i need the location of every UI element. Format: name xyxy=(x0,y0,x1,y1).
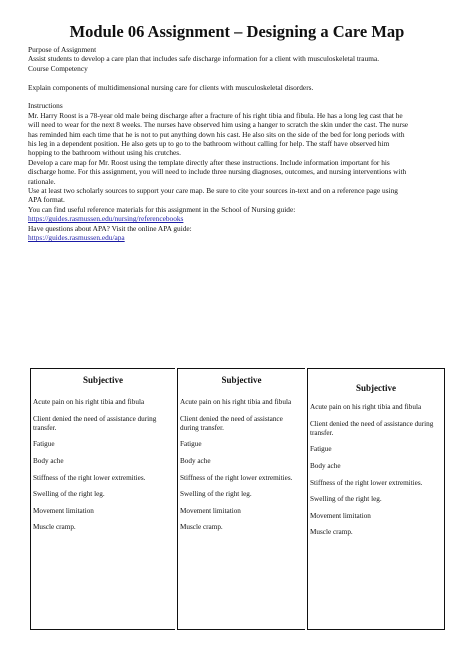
instruction-line: will need to wear for the next 8 weeks. The nurses have observed him using a hanger to scratch the skin under the cast. The nurse xyxy=(28,120,409,130)
list-item: Body ache xyxy=(180,456,211,465)
instruction-line: Develop a care map for Mr. Roost using the template directly after these instructions. Include information important for his xyxy=(28,157,390,167)
list-item: Swelling of the right leg. xyxy=(310,495,382,504)
subjective-column-2 xyxy=(177,368,305,630)
instruction-line: his leg in a dependent position. He also gets up to go to the bathroom without calling for help. The staff have observed him xyxy=(28,139,390,149)
instruction-line: discharge home. For this assignment, you will need to include three nursing diagnoses, outcomes, and nursing interventions with xyxy=(28,167,407,177)
reference-books-link[interactable]: https://guides.rasmussen.edu/nursing/referencebooks xyxy=(28,214,184,224)
purpose-heading: Purpose of Assignment xyxy=(28,45,97,54)
column-heading: Subjective xyxy=(83,375,123,385)
instructions-heading: Instructions xyxy=(28,101,63,111)
list-item: Body ache xyxy=(33,456,64,465)
subjective-column-1 xyxy=(30,368,175,630)
list-item: Muscle cramp. xyxy=(33,523,76,532)
list-item: Stiffness of the right lower extremities. xyxy=(310,478,423,487)
apa-question: Have questions about APA? Visit the online APA guide: xyxy=(28,223,192,233)
care-map-template xyxy=(30,368,445,630)
list-item: Acute pain on his right tibia and fibula xyxy=(310,403,422,411)
column-heading: Subjective xyxy=(356,383,396,393)
instruction-line: has reminded him each time that he is not to put anything down his cast. He also sits on the side of the bed for long periods with xyxy=(28,129,405,139)
instruction-line: rationale. xyxy=(28,176,56,186)
list-item: Movement limitation xyxy=(33,506,94,515)
list-item: Stiffness of the right lower extremities. xyxy=(33,473,146,482)
list-item: Body ache xyxy=(310,461,341,470)
list-item: Swelling of the right leg. xyxy=(33,490,105,499)
page-title: Module 06 Assignment – Designing a Care Map xyxy=(69,22,405,41)
list-item: Fatigue xyxy=(310,445,332,454)
purpose-text: Assist students to develop a care plan that includes safe discharge information for a client with musculoskeletal trauma. xyxy=(28,54,380,64)
list-item: Fatigue xyxy=(180,440,202,449)
subjective-column-3 xyxy=(307,368,445,630)
instruction-line: You can find useful reference materials for this assignment in the School of Nursing guide: xyxy=(28,204,296,214)
instruction-line: APA format. xyxy=(28,195,65,205)
instruction-line: hopping to the bathroom without using his crutches. xyxy=(28,148,181,158)
list-item: Movement limitation xyxy=(310,511,371,520)
list-item: Stiffness of the right lower extremities. xyxy=(180,473,293,482)
list-item: Client denied the need of assistance during transfer. xyxy=(33,414,157,432)
instruction-line: Mr. Harry Roost is a 78-year old male being discharge after a fracture of his right tibia and fibula. He has a long leg cast that he xyxy=(28,110,403,120)
list-item: Client denied the need of assistance during transfer. xyxy=(310,419,434,437)
competency-heading: Course Competency xyxy=(28,63,88,73)
list-item: Acute pain on his right tibia and fibula xyxy=(180,398,292,406)
list-item: Muscle cramp. xyxy=(310,528,353,537)
instruction-line: Use at least two scholarly sources to support your care map. Be sure to cite your sources in-text and on a reference page using xyxy=(28,186,398,196)
competency-text: Explain components of multidimensional nursing care for clients with musculoskeletal disorders. xyxy=(28,82,314,92)
list-item: Fatigue xyxy=(33,440,55,449)
list-item: Client denied the need of assistance during transfer. xyxy=(180,414,283,432)
list-item: Acute pain on his right tibia and fibula xyxy=(33,398,145,406)
list-item: Muscle cramp. xyxy=(180,523,223,532)
list-item: Movement limitation xyxy=(180,506,241,515)
column-heading: Subjective xyxy=(221,375,262,385)
apa-guide-link[interactable]: https://guides.rasmussen.edu/apa xyxy=(28,233,125,243)
list-item: Swelling of the right leg. xyxy=(180,490,252,499)
assignment-body xyxy=(28,45,448,243)
